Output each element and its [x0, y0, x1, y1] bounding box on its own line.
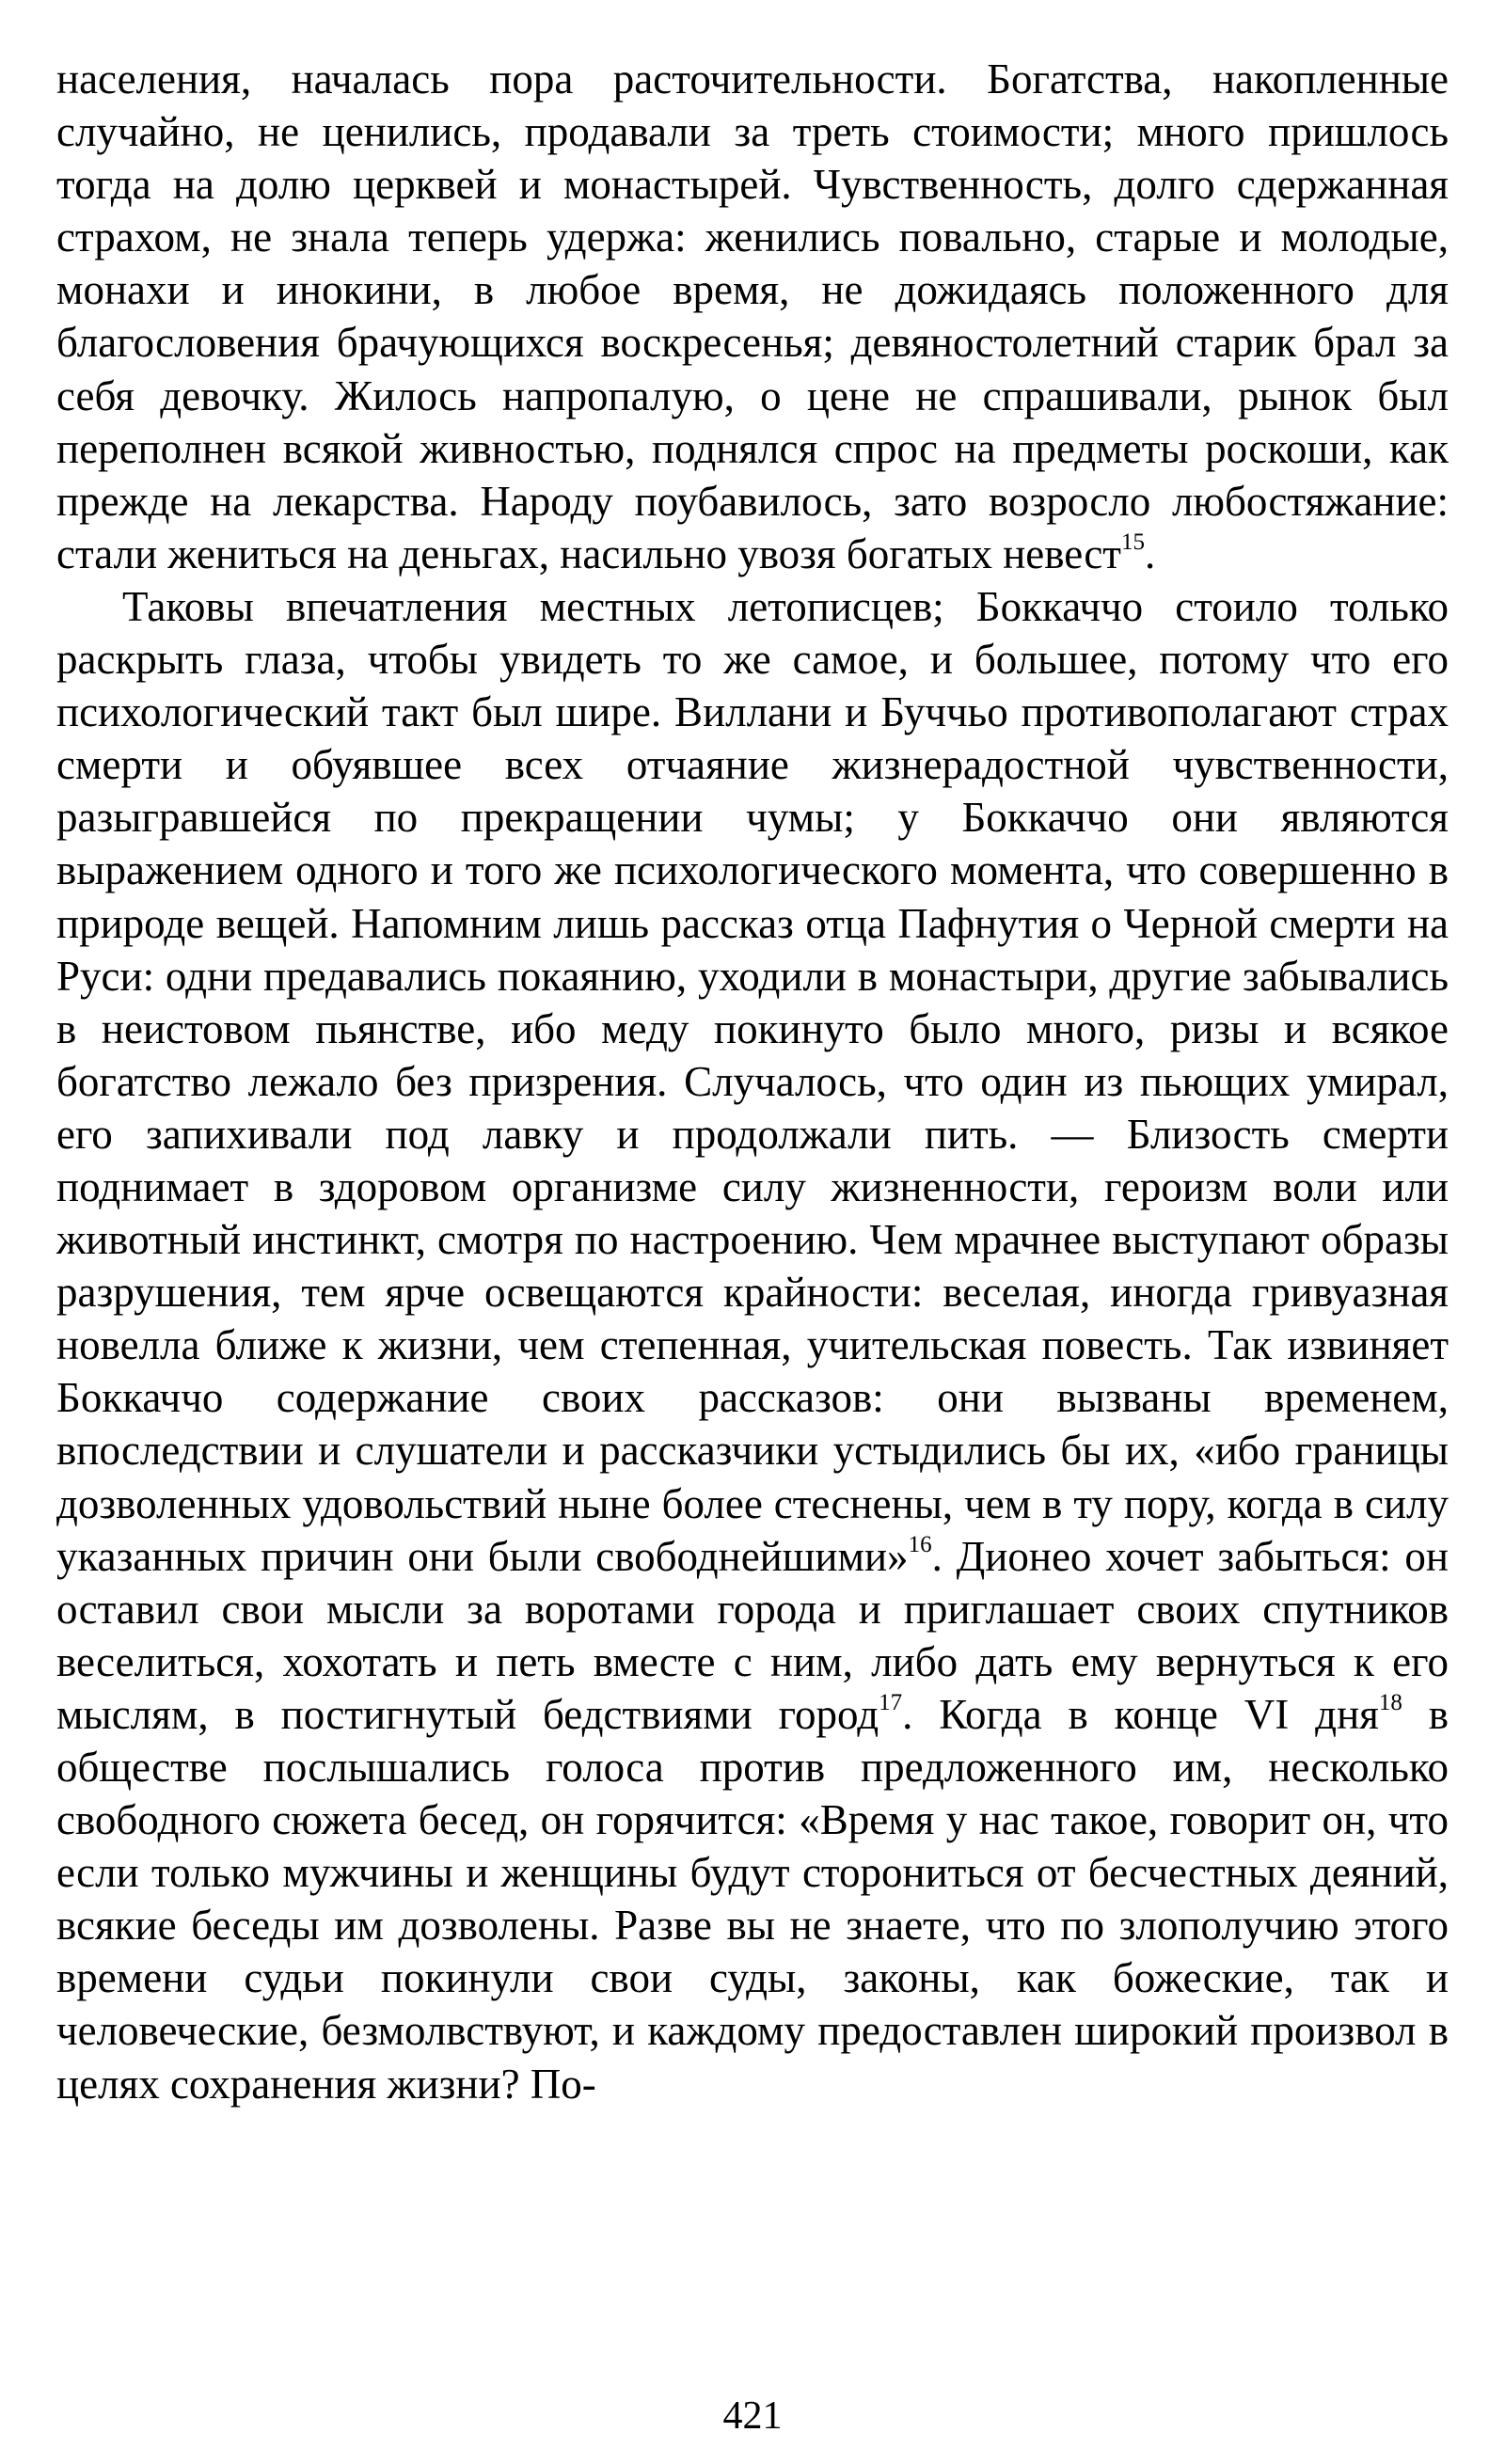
page-number: 421 — [722, 2394, 783, 2438]
text-run: . Когда в конце VI дня — [902, 1690, 1379, 1738]
footnote-ref: 16 — [908, 1531, 932, 1557]
text-run: Таковы впечатления местных летописцев; Боккаччо стоило только раскрыть глаза, чтобы увидеть то же самое, и большее, потому что его психологический такт был шире. Виллани и Буччьо противополагают страх смерти и обуявшее всех отчаяние жизнерадостной чувственности, разыгравшейся по прекращении чумы; у Боккаччо они являются выражением одного и того же психологического момента, что совершенно в природе вещей. Напомним лишь рассказ отца Пафнутия о Черной смерти на Руси: одни предавались покаянию, уходили в монастыри, другие забывались в неистовом пьянстве, ибо меду покинуто было много, ризы и всякое богатство лежало без призрения. Случалось, что один из пьющих умирал, его запихивали под лавку и продолжали пить. — Близость смерти поднимает в здоровом организме силу жизненности, героизм воли или животный инстинкт, смотря по настроению. Чем мрачнее выступают образы разрушения, тем ярче освещаются крайности: веселая, иногда гривуазная новелла ближе к жизни, чем степенная, учительская повесть. Так извиняет Боккаччо содержание своих рассказов: они вызваны временем, впоследствии и слушатели и рассказчики устыдились бы их, «ибо границы дозволенных удовольствий ныне более стеснены, чем в ту пору, когда в силу указанных причин они были свободнейшими» — [56, 582, 1449, 1580]
page-text — [56, 53, 1449, 2110]
footnote-ref: 17 — [879, 1689, 903, 1715]
footnote-ref: 18 — [1378, 1689, 1402, 1715]
text-run: в обществе послышались голоса против предложенного им, несколько свободного сюжета бесед, он горячится: «Время у нас такое, говорит он, что если только мужчины и женщины будут сторониться от бесчестных деяний, всякие беседы им дозволены. Разве вы не знаете, что по злополучию этого времени судьи покинули свои суды, законы, как божеские, так и человеческие, безмолвствуют, и каждому предоставлен широкий произвол в целях сохранения жизни? По- — [56, 1690, 1450, 2108]
paragraph-1 — [56, 53, 1449, 580]
text-run: населения, началась пора расточительности. Богатства, накопленные случайно, не ценились, продавали за треть стоимости; много пришлось тогда на долю церквей и монастырей. Чувственность, долго сдержанная страхом, не знала теперь удержа: женились повально, старые и молодые, монахи и инокини, в любое время, не дожидаясь положенного для благословения брачующихся воскресенья; девяностолетний старик брал за себя девочку. Жилось напропалую, о цене не спрашивали, рынок был переполнен всякой живностью, поднялся спрос на предметы роскоши, как прежде на лекарства. Народу поубавилось, зато возросло любостяжание: стали жениться на деньгах, насильно увозя богатых невест — [56, 55, 1449, 577]
footnote-ref: 15 — [1120, 529, 1145, 555]
paragraph-2 — [56, 580, 1449, 2110]
text-run: . Дионео хочет забыться: он оставил свои мысли за воротами города и приглашает своих спутников веселиться, хохотать и петь вместе с ним, либо дать ему вернуться к его мыслям, в постигнутый бедствиями город — [56, 1532, 1449, 1738]
text-run: . — [1144, 529, 1156, 577]
